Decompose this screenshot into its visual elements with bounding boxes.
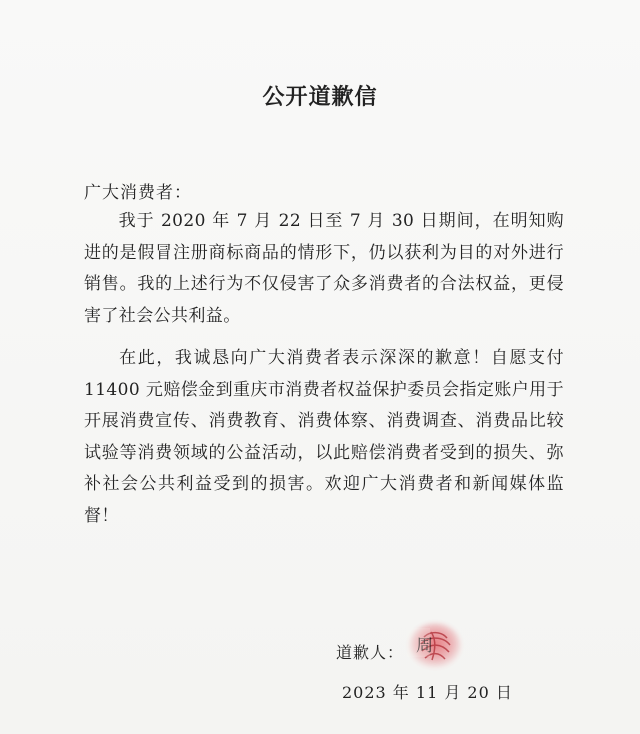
signer-name: 周 [416,636,433,656]
signature-block [336,636,433,663]
salutation: 广大消费者： [84,183,192,203]
paragraph-2-text: 在此，我诚恳向广大消费者表示深深的歉意！自愿支付11400 元赔偿金到重庆市消费者权益保护委员会指定账户用于开展消费宣传、消费教育、消费体察、消费调查、消费品比较试验等消费领域的公益活动，以此赔偿消费者受到的损失、弥补社会公共利益受到的损害。欢迎广大消费者和新闻媒体监督！ [84,348,564,526]
letter-date: 2023 年 11 月 20 日 [342,683,513,702]
signature-fingerprint-icon [402,618,466,676]
paragraph-2 [84,343,564,532]
paragraph-1-text: 我于 2020 年 7 月 22 日至 7 月 30 日期间，在明知购进的是假冒注册商标商品的情形下，仍以获利为目的对外进行销售。我的上述行为不仅侵害了众多消费者的合法权益，更侵害了社会公共利益。 [84,211,564,326]
signer-label: 道歉人： [336,643,405,662]
letter-title: 公开道歉信 [262,85,378,110]
paragraph-1 [84,206,564,332]
